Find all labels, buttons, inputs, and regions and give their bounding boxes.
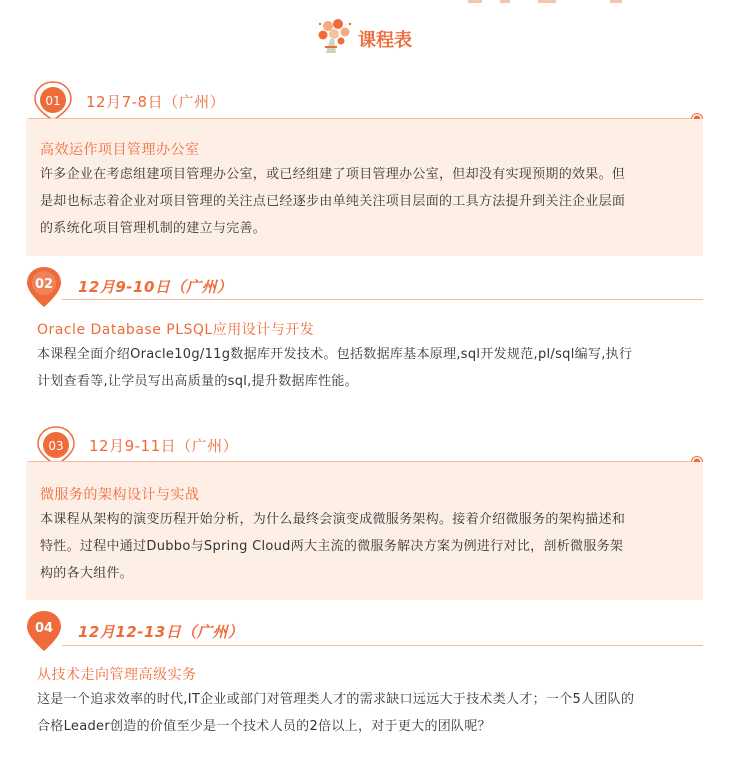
flower-bouquet-icon [312, 16, 356, 56]
course-title: Oracle Database PLSQL应用设计与开发 [37, 322, 315, 338]
course-date: 12月9-11日（广州） [89, 437, 239, 455]
description-line: 是却也标志着企业对项目管理的关注点已经逐步由单纯关注项目层面的工具方法提升到关注企业层面 [40, 194, 626, 209]
description-line: 的系统化项目管理机制的建立与完善。 [40, 221, 267, 236]
location-pin-icon [25, 609, 63, 653]
course-date: 12月9-10日（广州） [78, 278, 233, 296]
course-description [37, 686, 707, 740]
course-description [40, 161, 700, 242]
course-date: 12月12-13日（广州） [78, 623, 244, 641]
description-line: 本课程全面介绍Oracle10g/11g数据库开发技术。包括数据库基本原理,sql开发规范,pl/sql编写,执行 [37, 347, 633, 362]
course-title: 高效运作项目管理办公室 [40, 142, 200, 158]
top-decoration [460, 0, 660, 6]
location-pin-icon [25, 265, 63, 309]
course-number: 03 [48, 439, 64, 453]
description-line: 合格Leader创造的价值至少是一个技术人员的2倍以上，对于更大的团队呢？ [37, 719, 491, 734]
header [0, 14, 730, 58]
course-number: 02 [34, 277, 54, 292]
course-title: 微服务的架构设计与实战 [40, 487, 200, 503]
course-description [37, 341, 707, 395]
course-date: 12月7-8日（广州） [86, 93, 226, 111]
course-section-2 [0, 265, 730, 405]
course-section-3 [0, 423, 730, 603]
course-description [40, 506, 700, 587]
divider [62, 299, 703, 300]
page-title: 课程表 [358, 30, 412, 51]
course-number: 04 [34, 621, 54, 636]
description-line: 本课程从架构的演变历程开始分析，为什么最终会演变成微服务架构。接着介绍微服务的架构描述和 [40, 512, 626, 527]
course-number: 01 [45, 94, 61, 108]
course-section-1 [0, 78, 730, 258]
description-line: 许多企业在考虑组建项目管理办公室，或已经组建了项目管理办公室，但却没有实现预期的效果。但 [40, 167, 626, 182]
description-line: 特性。过程中通过Dubbo与Spring Cloud两大主流的微服务解决方案为例进行对比，剖析微服务架 [40, 539, 624, 554]
course-box [26, 462, 703, 600]
description-line: 计划查看等,让学员写出高质量的sql,提升数据库性能。 [37, 374, 359, 389]
course-title: 从技术走向管理高级实务 [37, 667, 197, 683]
divider [62, 645, 703, 646]
description-line: 构的各大组件。 [40, 566, 134, 581]
location-pin-icon [33, 80, 73, 122]
course-box [26, 119, 703, 256]
description-line: 这是一个追求效率的时代,IT企业或部门对管理类人才的需求缺口远远大于技术类人才；一个5人团队的 [37, 692, 635, 707]
course-section-4 [0, 609, 730, 754]
